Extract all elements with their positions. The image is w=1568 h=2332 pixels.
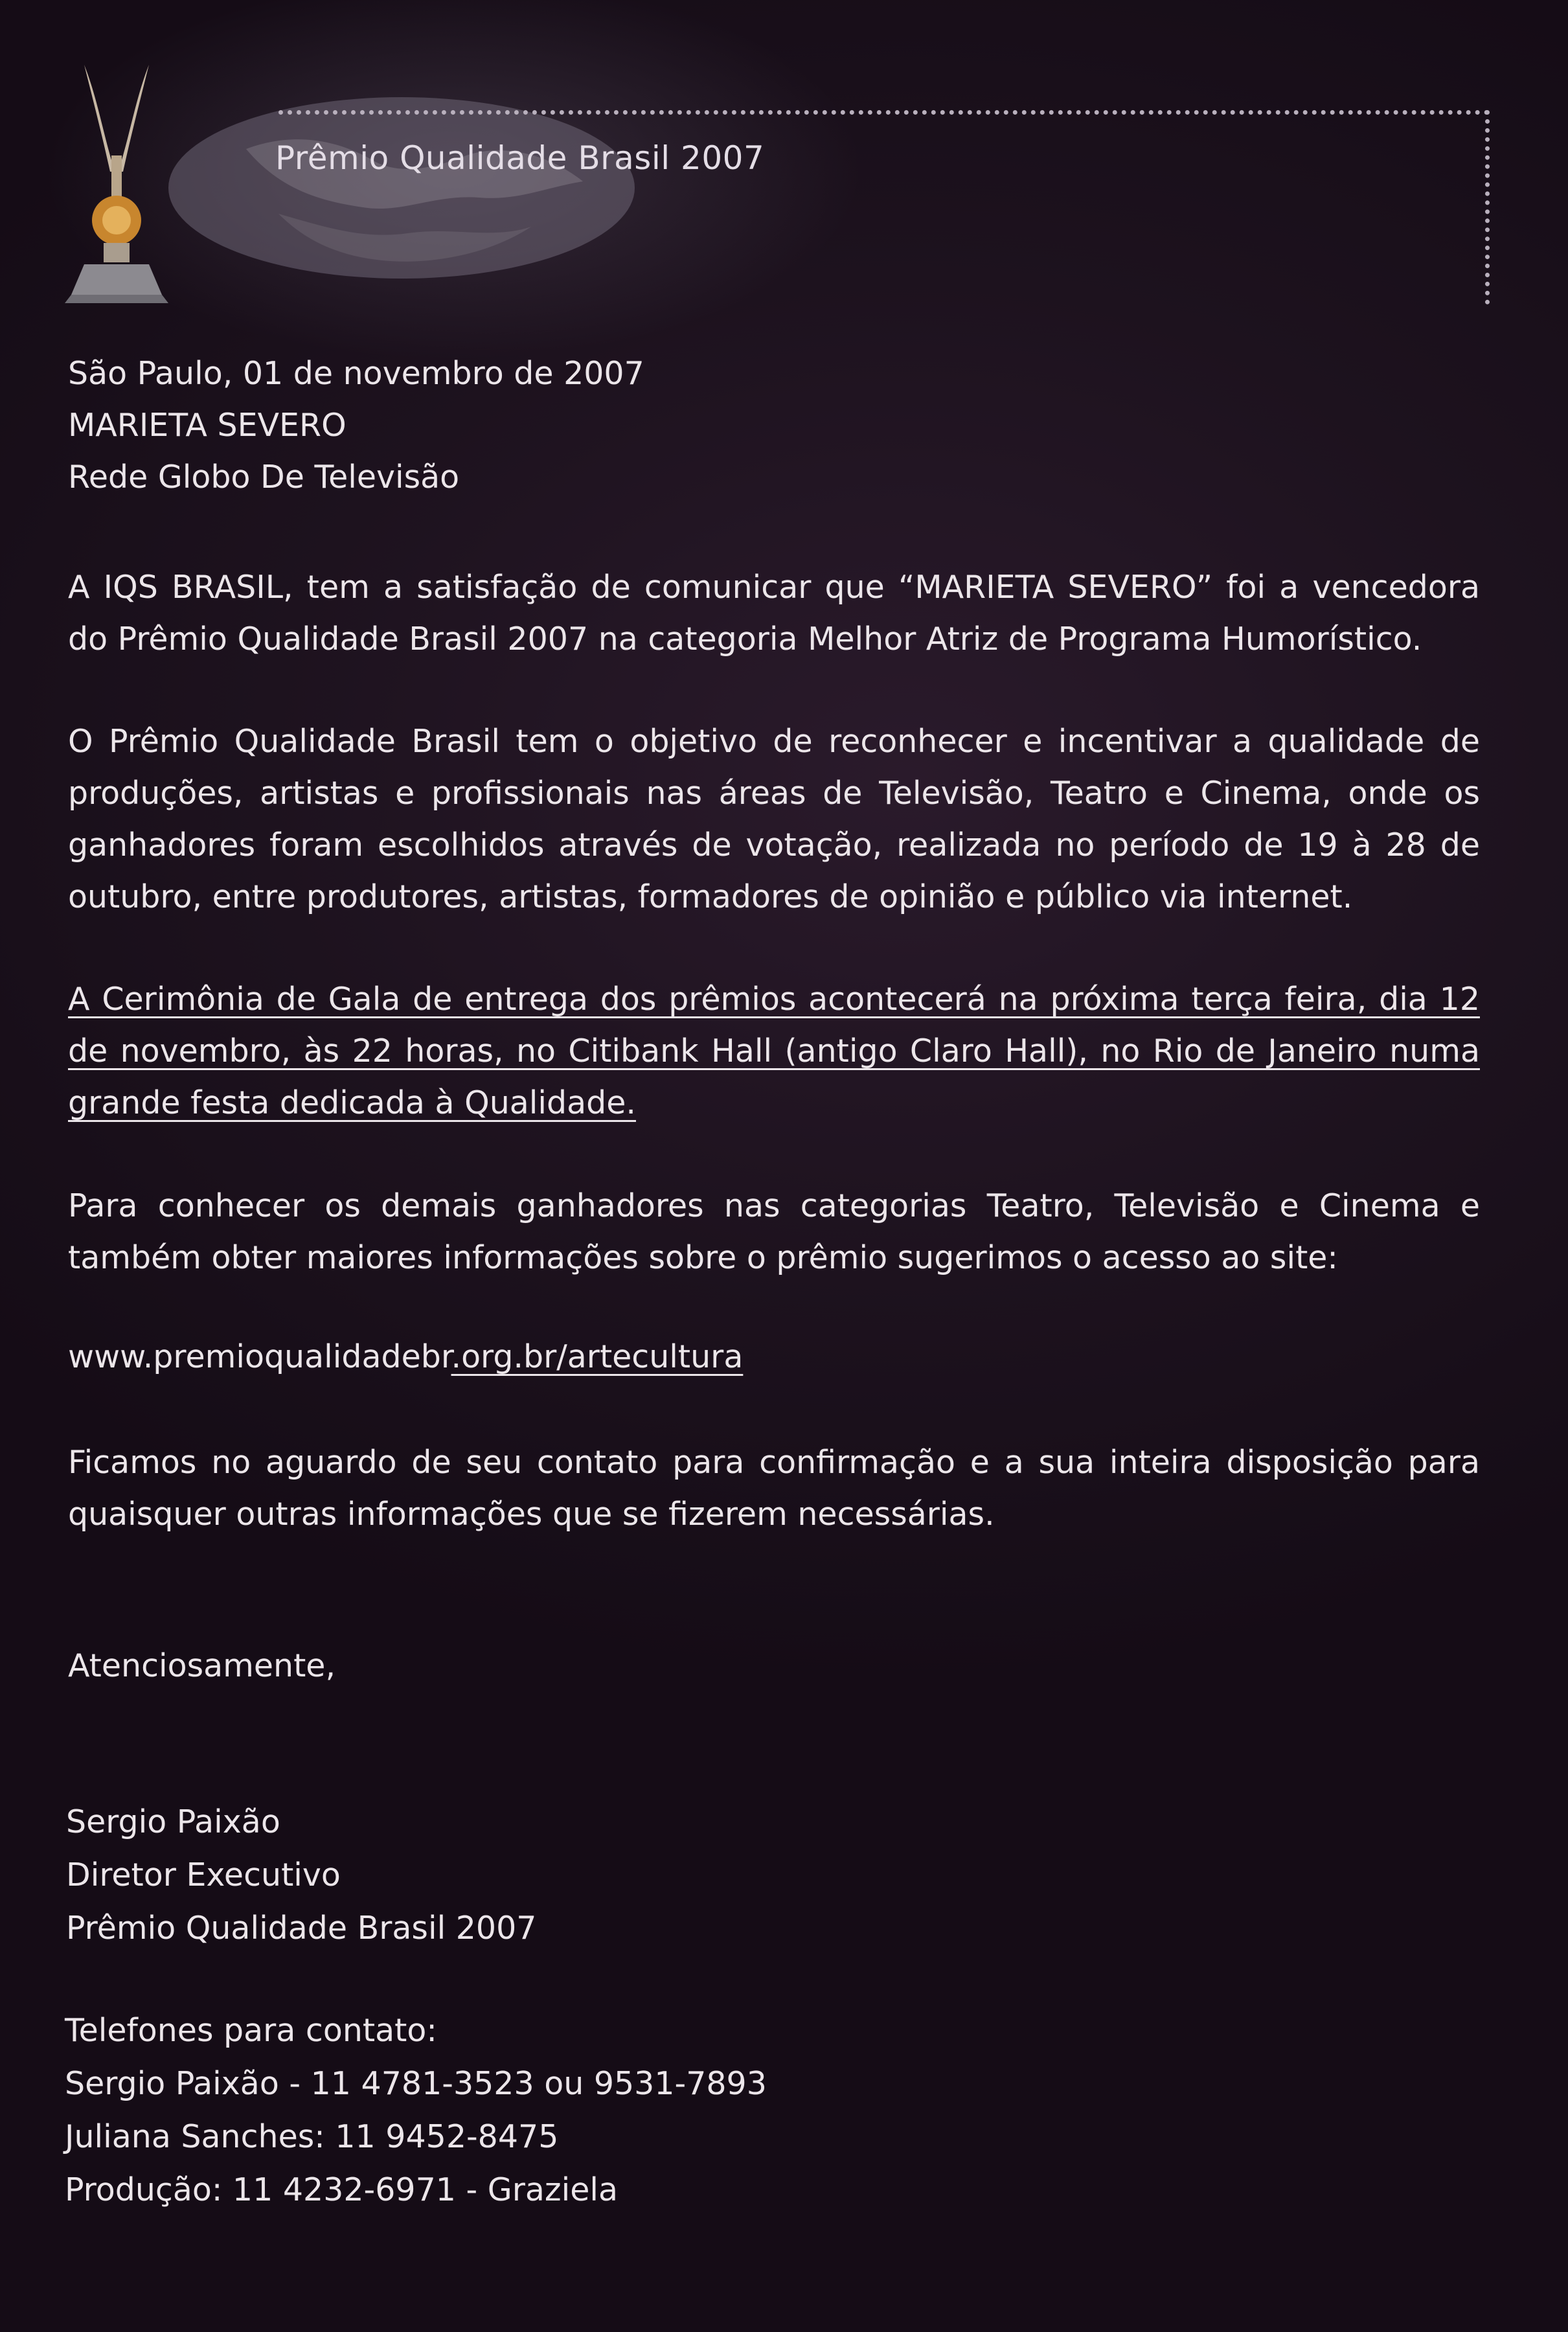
website-text: www.premioqualidadebr	[68, 1338, 451, 1375]
letterhead-title: Prêmio Qualidade Brasil 2007	[275, 139, 765, 177]
trophy-icon	[58, 58, 175, 304]
letter-header-block	[68, 348, 1480, 503]
letterhead	[0, 0, 1568, 324]
paragraph-ceremony: A Cerimônia de Gala de entrega dos prêmios acontecerá na próxima terça feira, dia 12 de novembro, às 22 horas, no Citibank Hall (antigo Claro Hall), no Rio de Janeiro numa grande festa dedicada à Qualidade.	[68, 981, 1480, 1121]
recipient-name: MARIETA SEVERO	[68, 407, 347, 444]
paragraph-announcement: A IQS BRASIL, tem a satisfação de comunicar que “MARIETA SEVERO” foi a vencedora do Prêmio Qualidade Brasil 2007 na categoria Melhor Atriz de Programa Humorístico.	[68, 569, 1480, 657]
contacts-block	[65, 2004, 1231, 2217]
contact-line-1: Sergio Paixão - 11 4781-3523 ou 9531-7893	[65, 2065, 767, 2102]
date-line: São Paulo, 01 de novembro de 2007	[68, 355, 644, 392]
contact-line-2: Juliana Sanches: 11 9452-8475	[65, 2118, 559, 2155]
contact-line-3: Produção: 11 4232-6971 - Graziela	[65, 2171, 619, 2208]
signer-org: Prêmio Qualidade Brasil 2007	[66, 1910, 537, 1947]
dotted-border-right	[1485, 110, 1490, 304]
website-path: .org.br/artecultura	[451, 1338, 744, 1375]
signer-name: Sergio Paixão	[66, 1803, 280, 1840]
recipient-org: Rede Globo De Televisão	[68, 459, 460, 496]
paragraph-contact-request: Ficamos no aguardo de seu contato para confirmação e a sua inteira disposição para quaisquer outras informações que se fizerem necessárias.	[68, 1444, 1480, 1533]
paragraph-objective: O Prêmio Qualidade Brasil tem o objetivo de reconhecer e incentivar a qualidade de produções, artistas e profissionais nas áreas de Televisão, Teatro e Cinema, onde os ganhadores foram escolhidos através de votação, realizada no período de 19 à 28 de outubro, entre produtores, artistas, formadores de opinião e público via internet.	[68, 723, 1480, 915]
website-link[interactable]	[68, 1331, 1480, 1383]
signer-title: Diretor Executivo	[66, 1857, 341, 1893]
globe-graphic	[130, 91, 635, 285]
dotted-border-top	[278, 110, 1490, 115]
paragraph-website-info: Para conhecer os demais ganhadores nas categorias Teatro, Televisão e Cinema e também obter maiores informações sobre o prêmio sugerimos o acesso ao site:	[68, 1187, 1480, 1276]
signature-block	[66, 1796, 1232, 1955]
contacts-heading: Telefones para contato:	[65, 2012, 437, 2049]
closing: Atenciosamente,	[68, 1647, 336, 1684]
